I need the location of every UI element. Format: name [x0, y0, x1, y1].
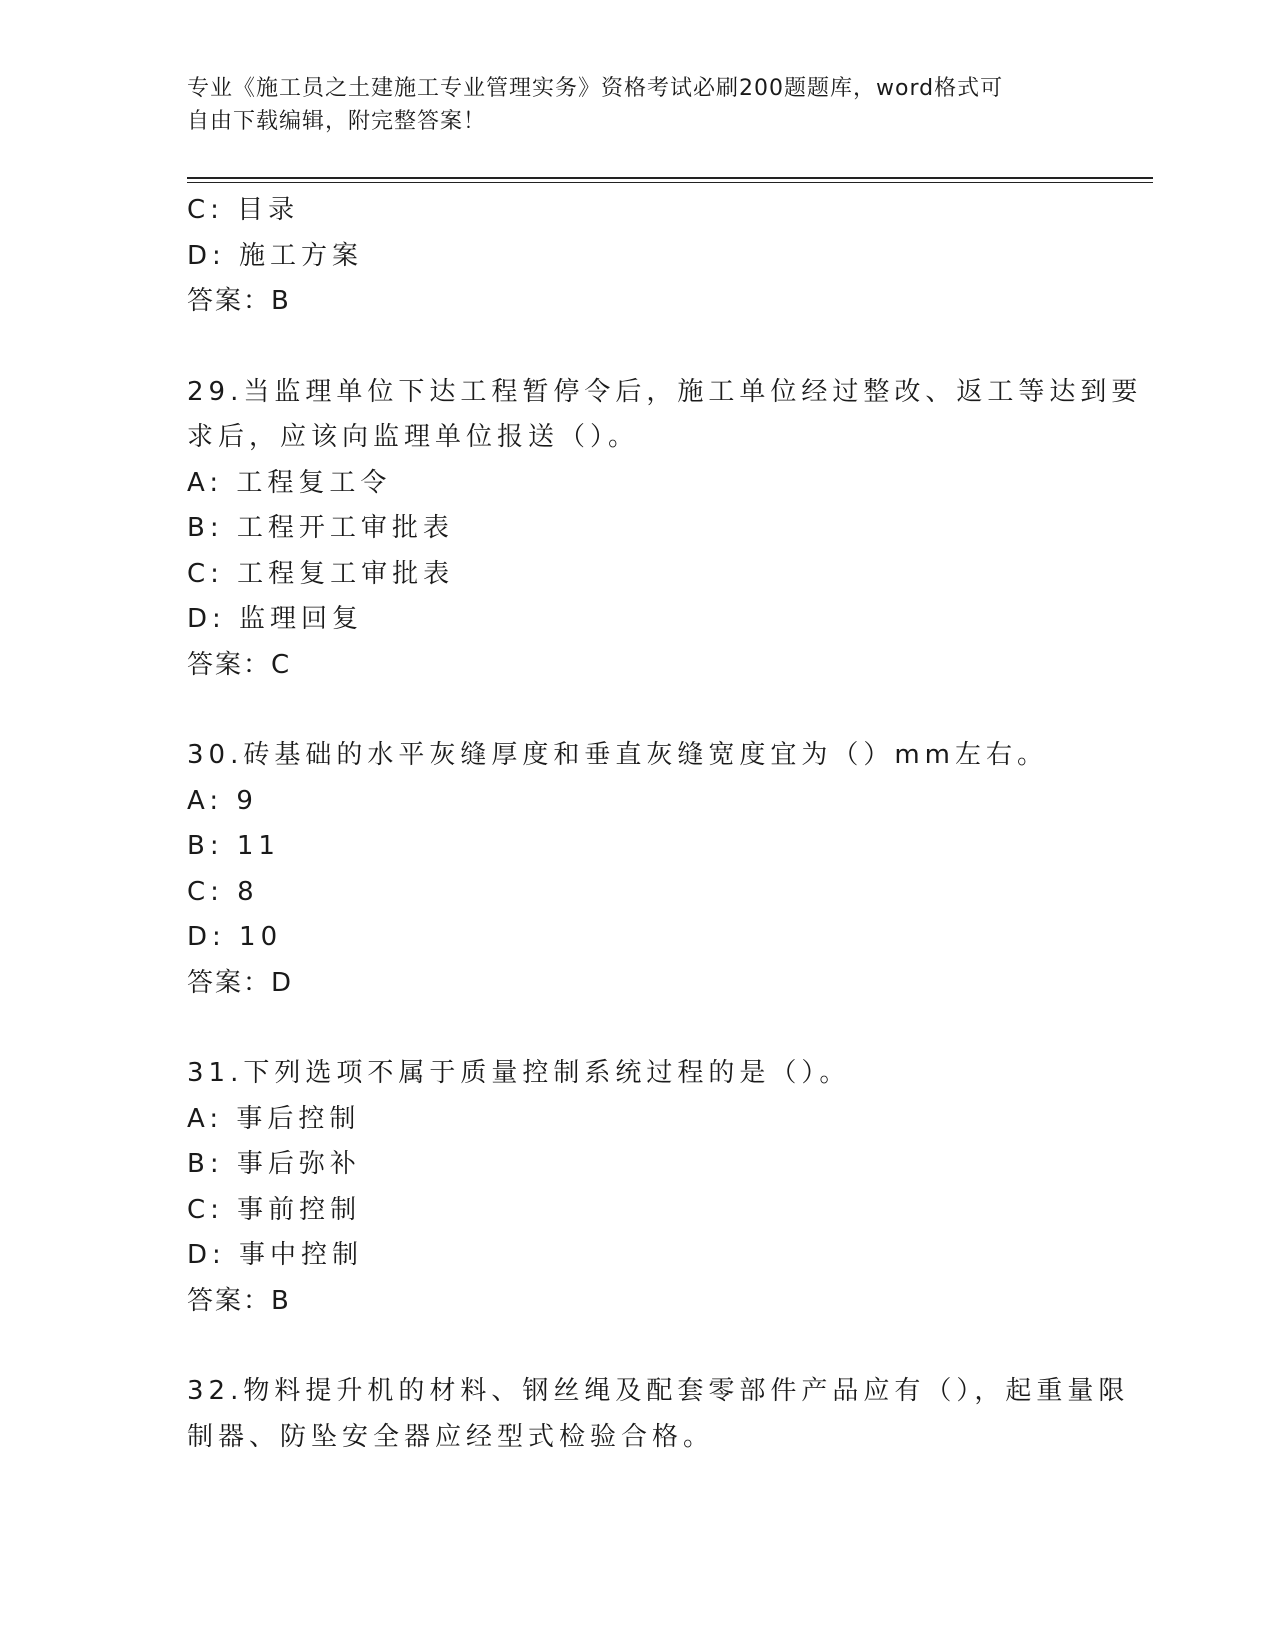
option-d: D: 监理回复 [187, 604, 364, 634]
question-text: 制器、防坠安全器应经型式检验合格。 [187, 1421, 715, 1452]
option-d: D: 事中控制 [187, 1240, 364, 1270]
header-divider-thick [187, 177, 1153, 179]
question-text: 求后，应该向监理单位报送（）。 [187, 422, 640, 452]
answer: 答案：B [187, 1285, 291, 1316]
question-text: 31.下列选项不属于质量控制系统过程的是（）。 [187, 1058, 851, 1088]
question-text: 30.砖基础的水平灰缝厚度和垂直灰缝宽度宜为（）mm左右。 [187, 740, 1049, 770]
option-c: C: 目录 [187, 195, 300, 225]
header-line-2: 自由下载编辑，附完整答案！ [187, 109, 487, 134]
header-divider-thin [187, 182, 1153, 183]
question-list [187, 188, 1143, 1460]
option-d: D: 施工方案 [187, 240, 364, 271]
option-d: D: 10 [187, 922, 283, 952]
question-text: 29.当监理单位下达工程暂停令后，施工单位经过整改、返工等达到要 [187, 376, 1143, 407]
option-c: C: 工程复工审批表 [187, 558, 455, 589]
document-header [187, 72, 1067, 138]
option-c: C: 事前控制 [187, 1194, 362, 1225]
question-partial [187, 188, 1087, 325]
answer: 答案：B [187, 286, 291, 316]
option-c: C: 8 [187, 876, 259, 907]
option-a: A: 工程复工令 [187, 467, 392, 498]
option-b: B: 工程开工审批表 [187, 513, 454, 543]
question-32 [187, 1369, 1130, 1460]
question-29 [187, 370, 1143, 689]
option-b: B: 11 [187, 831, 280, 861]
option-b: B: 事后弥补 [187, 1149, 361, 1179]
option-a: A: 事后控制 [187, 1103, 361, 1134]
header-line-1: 专业《施工员之土建施工专业管理实务》资格考试必刷200题题库，word格式可 [187, 76, 1004, 101]
question-31 [187, 1051, 1087, 1324]
option-a: A: 9 [187, 785, 258, 816]
question-30 [187, 733, 1087, 1006]
answer: 答案：C [187, 649, 292, 680]
answer: 答案：D [187, 967, 294, 998]
question-text: 32.物料提升机的材料、钢丝绳及配套零部件产品应有（），起重量限 [187, 1376, 1130, 1406]
